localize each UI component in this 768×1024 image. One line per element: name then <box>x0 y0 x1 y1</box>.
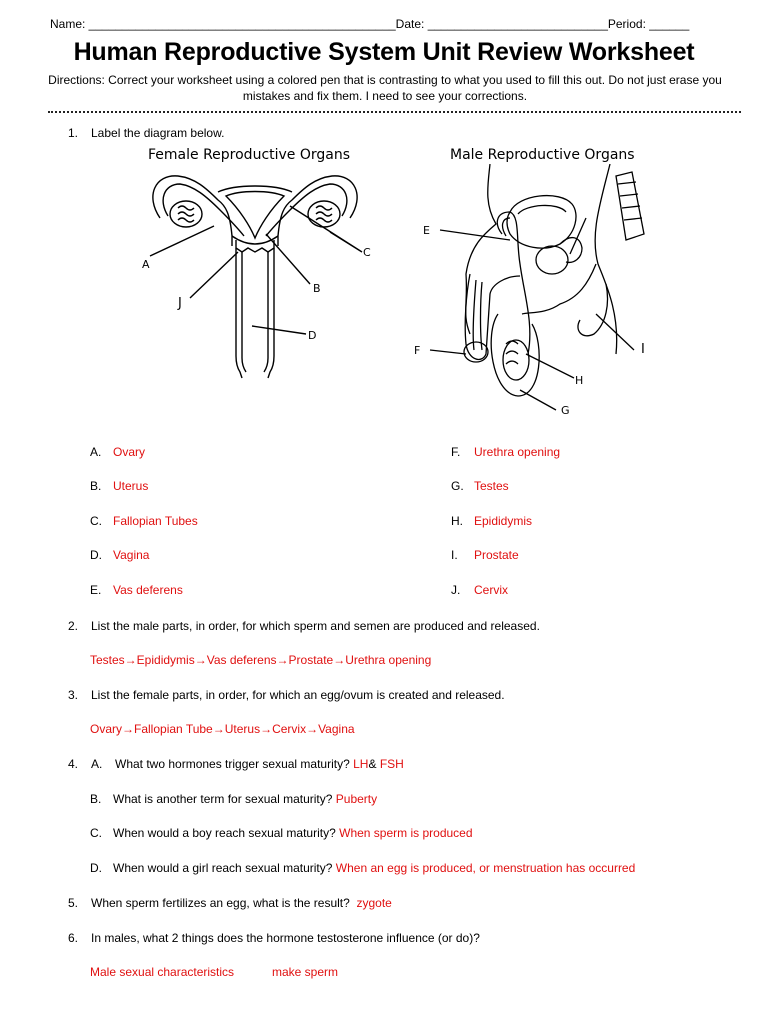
q1-answers <box>0 445 768 605</box>
answer-c: C. Fallopian Tubes <box>90 514 198 528</box>
question-text: Label the diagram below. <box>91 126 225 140</box>
answer-e: E. Vas deferens <box>90 583 183 597</box>
question-1 <box>0 126 768 142</box>
q2-answer: Testes→Epididymis→Vas deferens→Prostate→Urethra opening <box>90 653 432 667</box>
male-reproductive-diagram <box>410 164 650 424</box>
question-4b: B. What is another term for sexual maturity? Puberty <box>90 792 378 806</box>
answer-g: G. Testes <box>451 479 509 493</box>
answer-i: I. Prostate <box>451 548 519 562</box>
question-4d: D. When would a girl reach sexual maturity? When an egg is produced, or menstruation has occurred <box>90 861 636 875</box>
question-3: 3. List the female parts, in order, for which an egg/ovum is created and released. <box>68 688 505 702</box>
female-label-a: A <box>142 258 150 271</box>
answer-d: D. Vagina <box>90 548 150 562</box>
answer-h: H. Epididymis <box>451 514 533 528</box>
female-diagram-title: Female Reproductive Organs <box>148 147 351 163</box>
page-title: Human Reproductive System Unit Review Worksheet <box>73 38 695 66</box>
question-text: List the female parts, in order, for which an egg/ovum is created and released. <box>91 688 505 702</box>
male-label-f: F <box>414 344 421 357</box>
answer-j: J. Cervix <box>451 583 509 597</box>
female-label-d: D <box>308 329 317 342</box>
male-label-g: G <box>561 404 570 417</box>
male-label-i: I <box>641 342 645 357</box>
female-label-c: C <box>363 246 371 259</box>
female-label-j: J <box>178 296 182 311</box>
q3-answer: Ovary→Fallopian Tube→Uterus→Cervix→Vagina <box>90 722 355 736</box>
dotted-divider <box>48 111 741 113</box>
question-4c: C. When would a boy reach sexual maturity? When sperm is produced <box>90 826 473 840</box>
q6-answer-2: make sperm <box>272 965 339 979</box>
male-label-h: H <box>575 374 584 387</box>
answer-a: A. Ovary <box>90 445 146 459</box>
question-text: In males, what 2 things does the hormone testosterone influence (or do)? <box>91 931 480 945</box>
answer-f: F. Urethra opening <box>451 445 561 459</box>
question-5: 5. When sperm fertilizes an egg, what is the result? zygote <box>68 896 392 910</box>
male-diagram-title: Male Reproductive Organs <box>450 147 635 163</box>
q6-answer-1: Male sexual characteristics <box>90 965 235 979</box>
question-text: List the male parts, in order, for which sperm and semen are produced and released. <box>91 619 540 633</box>
female-label-b: B <box>313 282 321 295</box>
question-6: 6. In males, what 2 things does the hormone testosterone influence (or do)? <box>68 931 480 945</box>
answer-b: B. Uterus <box>90 479 149 493</box>
question-number: 1. <box>68 126 79 140</box>
directions: Directions: Correct your worksheet using a colored pen that is contrasting to what you used to fill this out. Do not just erase you mistakes and fix them. I need to see your corrections. <box>48 73 722 103</box>
question-2: 2. List the male parts, in order, for which sperm and semen are produced and released. <box>68 619 540 633</box>
name-date-period-line: Name: ______________________________________________Date: ___________________________Period: ______ <box>50 17 690 31</box>
male-label-e: E <box>423 224 430 237</box>
female-reproductive-diagram <box>140 166 390 386</box>
question-4a: 4. A. What two hormones trigger sexual maturity? LH& FSH <box>68 757 404 771</box>
